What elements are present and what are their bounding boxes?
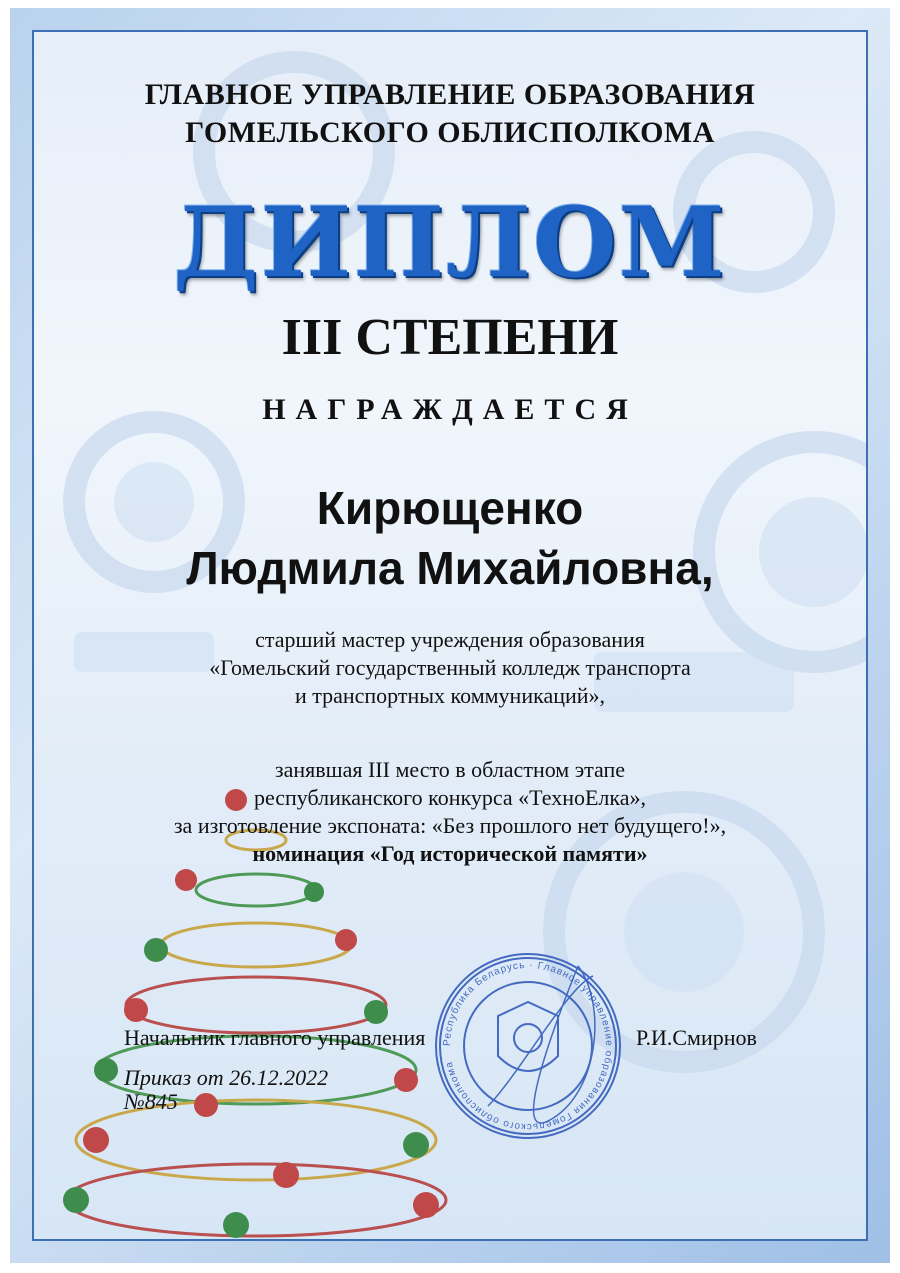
achievement-line-1: занявшая III место в областном этапе [274, 757, 626, 782]
achievement-description [0, 756, 900, 868]
official-seal-stamp [428, 946, 628, 1146]
position-line-3: и транспортных коммуникаций», [294, 683, 606, 708]
order-reference [124, 1066, 328, 1114]
authority-line-2: ГОМЕЛЬСКОГО ОБЛИСПОЛКОМА [185, 116, 715, 149]
svg-text:Республика Беларусь · Главное [442, 960, 614, 1132]
order-number: №845 [124, 1089, 178, 1114]
order-date: Приказ от 26.12.2022 [124, 1065, 329, 1090]
position-line-2: «Гомельский государственный колледж транспорта [209, 655, 691, 680]
recipient-position [0, 626, 900, 710]
position-line-1: старший мастер учреждения образования [255, 627, 645, 652]
recipient-given-names: Людмила Михайловна, [186, 542, 714, 594]
diploma-degree: III СТЕПЕНИ [281, 309, 619, 366]
diploma-title: ДИПЛОМ [173, 186, 727, 299]
achievement-nomination: номинация «Год исторической памяти» [252, 841, 648, 866]
awarded-label: НАГРАЖДАЕТСЯ [262, 393, 638, 426]
achievement-line-2: республиканского конкурса «ТехноЕлка», [253, 785, 647, 810]
signatory-name: Р.И.Смирнов [636, 1025, 757, 1050]
signatory-title: Начальник главного управления [124, 1025, 426, 1050]
achievement-line-3: за изготовление экспоната: «Без прошлого нет будущего!», [173, 813, 727, 838]
recipient-surname: Кирющенко [316, 482, 584, 534]
recipient-name [0, 478, 900, 598]
seal-text: Республика Беларусь · Главное управление образования Гомельского облисполкома [441, 959, 615, 1133]
issuing-authority [0, 76, 900, 152]
authority-line-1: ГЛАВНОЕ УПРАВЛЕНИЕ ОБРАЗОВАНИЯ [144, 78, 756, 111]
